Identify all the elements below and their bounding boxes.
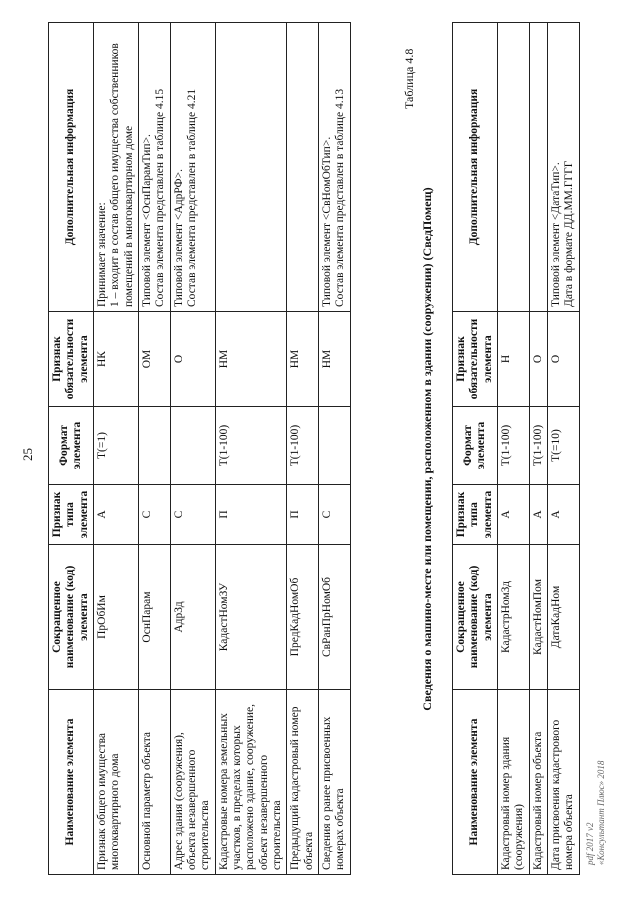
- col-header-info: Дополнительная информация: [49, 23, 94, 312]
- cell-info: Принимает значение: 1 – входит в состав общего имущества собственников помещений в многоквартирном доме: [93, 23, 138, 312]
- cell-info: Типовой элемент <ДатаТип>. Дата в формате ДД.ММ.ГГГГ: [547, 23, 579, 312]
- cell-type: А: [93, 485, 138, 545]
- cell-name: Признак общего имущества многоквартирного дома: [93, 690, 138, 875]
- cell-format: [170, 407, 215, 485]
- cell-type: П: [215, 485, 287, 545]
- cell-type: А: [529, 485, 547, 545]
- cell-type: А: [547, 485, 579, 545]
- cell-format: [138, 407, 170, 485]
- cell-format: Т(1-100): [215, 407, 287, 485]
- cell-info: [215, 23, 287, 312]
- cell-code: КадастрНомЗд: [497, 545, 529, 690]
- cell-format: Т(1-100): [497, 407, 529, 485]
- table-label: Таблица 4.8: [402, 48, 416, 109]
- table-row: [170, 23, 215, 875]
- col-header-type: Признак типа элемента: [453, 485, 498, 545]
- col-header-code: Сокращенное наименование (код) элемента: [453, 545, 498, 690]
- cell-name: Основной параметр объекта: [138, 690, 170, 875]
- table-header-row: [453, 23, 498, 875]
- table-header-row: [49, 23, 94, 875]
- cell-code: АдрЗд: [170, 545, 215, 690]
- table-row: [497, 23, 529, 875]
- document-stamp: [585, 761, 607, 865]
- cell-info: Типовой элемент <ОснПарамТип>. Состав элемента представлен в таблице 4.15: [138, 23, 170, 312]
- cell-required: О: [529, 312, 547, 407]
- cell-code: КадастНомПом: [529, 545, 547, 690]
- table-row: [547, 23, 579, 875]
- table-row: [529, 23, 547, 875]
- page-number: 25: [20, 448, 35, 461]
- col-header-name: Наименование элемента: [49, 690, 94, 875]
- cell-name: Сведения о ранее присвоенных номерах объекта: [318, 690, 350, 875]
- table-row: [93, 23, 138, 875]
- cell-info: [529, 23, 547, 312]
- col-header-required: Признак обязательности элемента: [49, 312, 94, 407]
- table-row: [318, 23, 350, 875]
- cell-name: Предыдущий кадастровый номер объекта: [287, 690, 319, 875]
- col-header-info: Дополнительная информация: [453, 23, 498, 312]
- cell-type: П: [287, 485, 319, 545]
- cell-required: НМ: [215, 312, 287, 407]
- cell-code: ПрОбИм: [93, 545, 138, 690]
- table-row: [215, 23, 287, 875]
- cell-type: А: [497, 485, 529, 545]
- elements-table-1: [48, 22, 351, 875]
- cell-code: ОснПарам: [138, 545, 170, 690]
- col-header-name: Наименование элемента: [453, 690, 498, 875]
- cell-name: Адрес здания (сооружения), объекта незавершенного строительства: [170, 690, 215, 875]
- cell-code: СвРанПрНомОб: [318, 545, 350, 690]
- col-header-format: Формат элемента: [49, 407, 94, 485]
- table-row: [287, 23, 319, 875]
- stamp-line: «Консультант Плюс» 2018: [595, 760, 606, 865]
- cell-type: С: [170, 485, 215, 545]
- cell-required: НМ: [287, 312, 319, 407]
- cell-info: Типовой элемент <АдрРФ>. Состав элемента представлен в таблице 4.21: [170, 23, 215, 312]
- cell-name: Дата присвоения кадастрового номера объекта: [547, 690, 579, 875]
- table-row: [138, 23, 170, 875]
- cell-required: ОМ: [138, 312, 170, 407]
- table-title: Сведения о машино-месте или помещении, расположенном в здании (сооружении) (СведПомещ): [420, 187, 434, 711]
- cell-type: С: [318, 485, 350, 545]
- col-header-required: Признак обязательности элемента: [453, 312, 498, 407]
- cell-required: Н: [497, 312, 529, 407]
- cell-code: ДатаКадНом: [547, 545, 579, 690]
- cell-info: [497, 23, 529, 312]
- cell-code: КадастНомЗУ: [215, 545, 287, 690]
- cell-format: Т(1-100): [287, 407, 319, 485]
- cell-name: Кадастровые номера земельных участков, в пределах которых расположено здание, сооружение, объект незавершенного строительства: [215, 690, 287, 875]
- cell-info: [287, 23, 319, 312]
- cell-info: Типовой элемент <СвНомОбТип>. Состав элемента представлен в таблице 4.13: [318, 23, 350, 312]
- cell-format: Т(1-100): [529, 407, 547, 485]
- cell-format: Т(=10): [547, 407, 579, 485]
- cell-required: О: [547, 312, 579, 407]
- cell-type: С: [138, 485, 170, 545]
- col-header-type: Признак типа элемента: [49, 485, 94, 545]
- cell-required: НК: [93, 312, 138, 407]
- col-header-format: Формат элемента: [453, 407, 498, 485]
- cell-name: Кадастровый номер здания (сооружения): [497, 690, 529, 875]
- elements-table-2: [452, 22, 580, 875]
- cell-format: [318, 407, 350, 485]
- cell-required: НМ: [318, 312, 350, 407]
- col-header-code: Сокращенное наименование (код) элемента: [49, 545, 94, 690]
- cell-required: О: [170, 312, 215, 407]
- stamp-line: pdf 2017 v2: [585, 822, 595, 865]
- cell-code: ПредКадНомОб: [287, 545, 319, 690]
- cell-name: Кадастровый номер объекта: [529, 690, 547, 875]
- cell-format: Т(=1): [93, 407, 138, 485]
